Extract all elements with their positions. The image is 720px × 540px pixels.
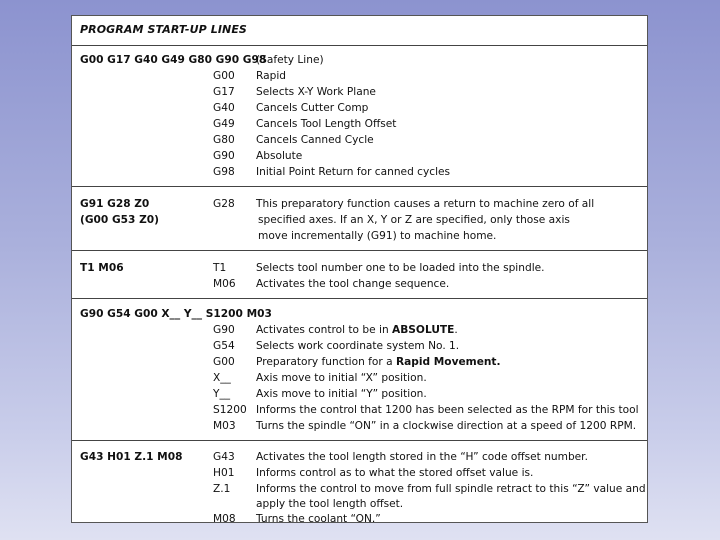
tool-length-code: G43 H01 Z.1 M08 xyxy=(80,451,183,463)
s1-code: G00 xyxy=(213,70,235,82)
rapid-move-code: G90 G54 G00 X__ Y__ S1200 M03 xyxy=(80,308,272,320)
home-return-alt-code: (G00 G53 Z0) xyxy=(80,214,159,226)
s4-desc: Preparatory function for a Rapid Movement. xyxy=(256,356,501,368)
s3-desc: Selects tool number one to be loaded into the spindle. xyxy=(256,262,545,274)
s1-desc: Cancels Canned Cycle xyxy=(256,134,374,146)
s2-desc-line: specified axes. If an X, Y or Z are specified, only those axis xyxy=(258,214,570,226)
s2-desc-line: move incrementally (G91) to machine home. xyxy=(258,230,497,242)
s5-desc-continued: apply the tool length offset. xyxy=(256,498,404,510)
section-divider xyxy=(72,186,647,187)
program-startup-document xyxy=(71,15,648,523)
section-divider xyxy=(72,298,647,299)
s1-desc: Initial Point Return for canned cycles xyxy=(256,166,451,178)
s5-code: Z.1 xyxy=(213,483,231,495)
home-return-code: G91 G28 Z0 xyxy=(80,198,150,210)
s1-desc: Selects X-Y Work Plane xyxy=(256,86,376,98)
s1-desc: Cancels Tool Length Offset xyxy=(256,118,397,130)
s5-code: H01 xyxy=(213,467,235,479)
s1-desc: Absolute xyxy=(256,150,303,162)
s4-code: G54 xyxy=(213,340,235,352)
s5-desc: Activates the tool length stored in the “H” code offset number. xyxy=(256,451,588,463)
section-divider xyxy=(72,250,647,251)
s3-desc: Activates the tool change sequence. xyxy=(256,278,450,290)
s1-desc: Cancels Cutter Comp xyxy=(256,102,369,114)
tool-change-code: T1 M06 xyxy=(80,262,124,274)
s4-desc: Activates control to be in ABSOLUTE. xyxy=(256,324,458,336)
s1-code: G98 xyxy=(213,166,235,178)
s4-code: G90 xyxy=(213,324,235,336)
s4-code: G00 xyxy=(213,356,235,368)
s4-desc: Axis move to initial “Y” position. xyxy=(256,388,427,400)
s4-desc: Axis move to initial “X” position. xyxy=(256,372,427,384)
safety-line-label: (Safety Line) xyxy=(256,54,324,66)
s4-code: X__ xyxy=(213,372,231,384)
s1-desc: Rapid xyxy=(256,70,287,82)
s5-code: M08 xyxy=(213,513,236,525)
s4-code: M03 xyxy=(213,420,236,432)
s5-desc: Informs the control to move from full spindle retract to this “Z” value and xyxy=(256,483,646,495)
s5-desc: Turns the coolant “ON.” xyxy=(256,513,381,525)
s4-code: S1200 xyxy=(213,404,247,416)
s1-code: G80 xyxy=(213,134,235,146)
s1-code: G17 xyxy=(213,86,235,98)
title-divider xyxy=(72,45,647,46)
s4-desc: Informs the control that 1200 has been selected as the RPM for this tool xyxy=(256,404,639,416)
s4-desc: Selects work coordinate system No. 1. xyxy=(256,340,460,352)
section-divider xyxy=(72,440,647,441)
s5-desc: Informs control as to what the stored offset value is. xyxy=(256,467,534,479)
s3-code: T1 xyxy=(213,262,227,274)
safety-line-code: G00 G17 G40 G49 G80 G90 G98 xyxy=(80,54,267,66)
s2-code: G28 xyxy=(213,198,235,210)
s2-desc-line: This preparatory function causes a return to machine zero of all xyxy=(256,198,595,210)
s1-code: G49 xyxy=(213,118,235,130)
s3-code: M06 xyxy=(213,278,236,290)
s4-code: Y__ xyxy=(213,388,231,400)
document-title: PROGRAM START-UP LINES xyxy=(80,23,247,36)
s5-code: G43 xyxy=(213,451,235,463)
s1-code: G40 xyxy=(213,102,235,114)
s1-code: G90 xyxy=(213,150,235,162)
s4-desc: Turns the spindle “ON” in a clockwise direction at a speed of 1200 RPM. xyxy=(256,420,637,432)
